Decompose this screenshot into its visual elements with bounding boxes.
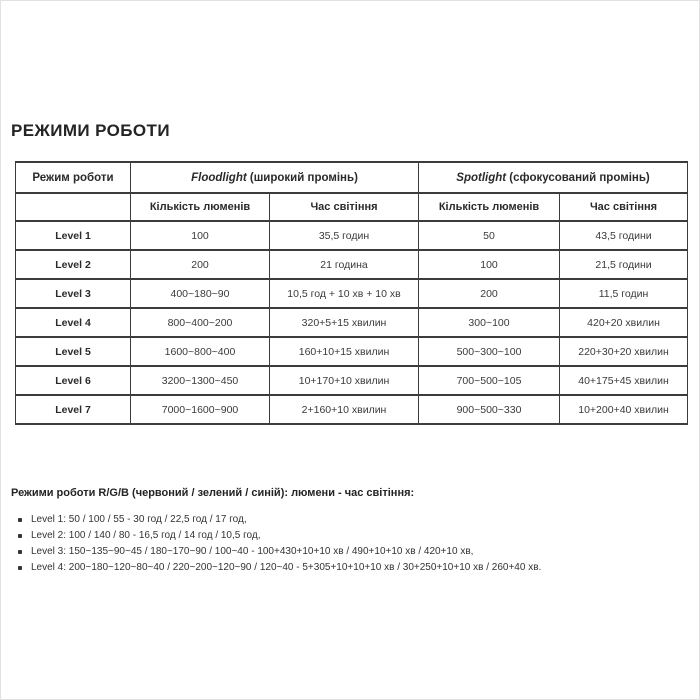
table-subheader-row: [16, 193, 688, 221]
flood-lumens-header: Кількість люменів: [131, 193, 270, 221]
flood-time-cell: 160+10+15 хвилин: [270, 337, 419, 366]
spot-time-cell: 420+20 хвилин: [560, 308, 688, 337]
rgb-level-2-text: Level 2: 100 / 140 / 80 - 16,5 год / 14 год / 10,5 год,: [31, 530, 261, 541]
list-item: [18, 515, 541, 526]
flood-lumens-cell: 200: [131, 250, 270, 279]
flood-lumens-cell: 400~180~90: [131, 279, 270, 308]
spot-lumens-cell: 100: [419, 250, 560, 279]
spot-time-header: Час світіння: [560, 193, 688, 221]
product-description-page: [1, 1, 699, 699]
table-row-level-3: [16, 279, 688, 308]
floodlight-group-header: [131, 162, 419, 193]
table-row-level-2: [16, 250, 688, 279]
table-row-level-1: [16, 221, 688, 250]
flood-lumens-cell: 3200~1300~450: [131, 366, 270, 395]
floodlight-label: Floodlight: [191, 171, 247, 184]
rgb-level-1-text: Level 1: 50 / 100 / 55 - 30 год / 22,5 год / 17 год,: [31, 514, 247, 525]
spotlight-desc: (сфокусований промінь): [506, 171, 650, 184]
flood-lumens-cell: 800~400~200: [131, 308, 270, 337]
spot-lumens-cell: 500~300~100: [419, 337, 560, 366]
level-cell: Level 6: [16, 366, 131, 395]
flood-time-header: Час світіння: [270, 193, 419, 221]
operating-modes-table: [15, 161, 688, 425]
spot-lumens-cell: 300~100: [419, 308, 560, 337]
spot-lumens-cell: 200: [419, 279, 560, 308]
level-cell: Level 4: [16, 308, 131, 337]
spot-lumens-cell: 700~500~105: [419, 366, 560, 395]
rgb-level-3-text: Level 3: 150~135~90~45 / 180~170~90 / 100~40 - 100+430+10+10 хв / 490+10+10 хв / 420+10 хв,: [31, 546, 474, 557]
spot-lumens-cell: 900~500~330: [419, 395, 560, 424]
list-item: [18, 531, 541, 542]
rgb-modes-heading: Режими роботи R/G/B (червоний / зелений / синій): люмени - час світіння:: [11, 487, 415, 499]
bullet-icon: [18, 550, 22, 554]
table-row-level-6: [16, 366, 688, 395]
bullet-icon: [18, 566, 22, 570]
spotlight-label: Spotlight: [456, 171, 507, 184]
level-cell: Level 3: [16, 279, 131, 308]
spot-time-cell: 220+30+20 хвилин: [560, 337, 688, 366]
rgb-level-4-text: Level 4: 200~180~120~80~40 / 220~200~120~90 / 120~40 - 5+305+10+10+10 хв / 30+250+10+10 хв / 260+40 хв.: [31, 562, 542, 573]
table-row-level-7: [16, 395, 688, 424]
spot-time-cell: 10+200+40 хвилин: [560, 395, 688, 424]
list-item: [18, 563, 541, 574]
mode-column-header: Режим роботи: [16, 162, 131, 193]
level-cell: Level 7: [16, 395, 131, 424]
flood-time-cell: 10+170+10 хвилин: [270, 366, 419, 395]
spot-time-cell: 40+175+45 хвилин: [560, 366, 688, 395]
level-cell: Level 1: [16, 221, 131, 250]
flood-time-cell: 35,5 годин: [270, 221, 419, 250]
flood-time-cell: 2+160+10 хвилин: [270, 395, 419, 424]
level-cell: Level 2: [16, 250, 131, 279]
page-title: РЕЖИМИ РОБОТИ: [11, 121, 170, 140]
spot-time-cell: 43,5 години: [560, 221, 688, 250]
level-cell: Level 5: [16, 337, 131, 366]
flood-lumens-cell: 7000~1600~900: [131, 395, 270, 424]
spot-lumens-cell: 50: [419, 221, 560, 250]
flood-lumens-cell: 1600~800~400: [131, 337, 270, 366]
floodlight-desc: (широкий промінь): [246, 171, 358, 184]
table-group-header-row: [16, 162, 688, 193]
flood-time-cell: 10,5 год + 10 хв + 10 хв: [270, 279, 419, 308]
flood-time-cell: 320+5+15 хвилин: [270, 308, 419, 337]
table-row-level-5: [16, 337, 688, 366]
bullet-icon: [18, 534, 22, 538]
rgb-modes-list: [18, 515, 541, 579]
empty-header-cell: [16, 193, 131, 221]
flood-time-cell: 21 година: [270, 250, 419, 279]
spot-time-cell: 11,5 годин: [560, 279, 688, 308]
bullet-icon: [18, 518, 22, 522]
spotlight-group-header: [419, 162, 688, 193]
spot-time-cell: 21,5 години: [560, 250, 688, 279]
table-row-level-4: [16, 308, 688, 337]
list-item: [18, 547, 541, 558]
spot-lumens-header: Кількість люменів: [419, 193, 560, 221]
flood-lumens-cell: 100: [131, 221, 270, 250]
